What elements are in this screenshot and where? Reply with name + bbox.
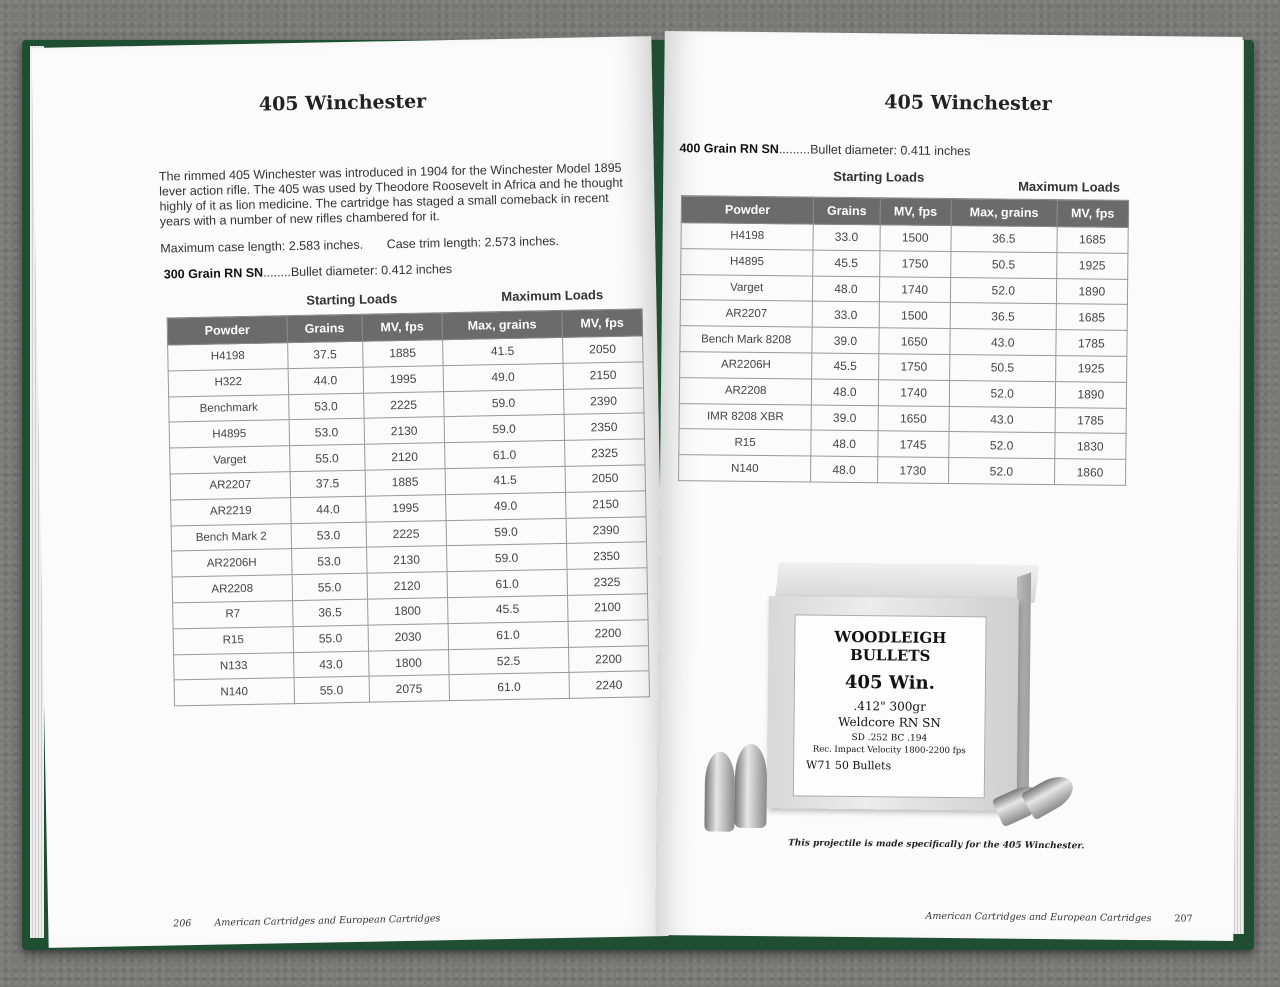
value-cell: 2150 <box>563 362 644 389</box>
photo-caption: This projectile is made specifically for the 405 Winchester. <box>788 838 1085 852</box>
value-cell: 1750 <box>878 354 950 381</box>
value-cell: 33.0 <box>813 224 879 250</box>
max-case-length: Maximum case length: 2.583 inches. <box>160 237 364 256</box>
value-cell: 48.0 <box>811 456 877 482</box>
value-cell: 2030 <box>368 623 449 650</box>
column-header: Powder <box>681 196 814 224</box>
column-header: MV, fps <box>880 198 952 226</box>
powder-cell: Varget <box>170 446 290 474</box>
page-number: 206 <box>173 918 192 930</box>
table-row <box>679 455 1126 485</box>
value-cell: 52.5 <box>449 647 569 675</box>
value-cell: 1800 <box>367 598 448 625</box>
value-cell: 2350 <box>564 413 645 440</box>
column-header: MV, fps <box>1057 200 1129 228</box>
column-header: MV, fps <box>362 313 443 342</box>
starting-loads-heading: Starting Loads <box>833 168 925 185</box>
case-trim-length: Case trim length: 2.573 inches. <box>386 233 560 252</box>
value-cell: 43.0 <box>293 651 368 678</box>
value-cell: 1685 <box>1057 227 1129 254</box>
value-cell: 1995 <box>363 365 444 392</box>
powder-cell: AR2208 <box>679 377 812 404</box>
value-cell: 2050 <box>565 465 646 492</box>
powder-cell: R7 <box>173 601 293 629</box>
value-cell: 53.0 <box>288 393 363 420</box>
powder-cell: AR2207 <box>680 300 813 327</box>
value-cell: 45.5 <box>448 595 568 623</box>
powder-cell: N140 <box>679 455 812 482</box>
value-cell: 2390 <box>563 387 644 414</box>
powder-cell: Bench Mark 8208 <box>680 326 813 353</box>
value-cell: 1745 <box>877 431 949 458</box>
value-cell: 1885 <box>365 469 446 496</box>
value-cell: 2075 <box>369 675 450 702</box>
bullet-image <box>734 744 767 828</box>
powder-cell: Varget <box>680 274 813 301</box>
value-cell: 1650 <box>878 328 950 355</box>
column-header: Grains <box>287 314 362 342</box>
value-cell: 2050 <box>562 336 643 363</box>
case-measurements <box>160 232 637 255</box>
left-page <box>31 36 668 948</box>
powder-cell: R15 <box>173 626 293 654</box>
value-cell: 1740 <box>878 380 950 407</box>
value-cell: 48.0 <box>813 276 879 302</box>
value-cell: 1830 <box>1054 433 1126 460</box>
table-body <box>168 336 650 706</box>
value-cell: 1925 <box>1056 252 1128 279</box>
column-header: Powder <box>167 316 287 345</box>
value-cell: 55.0 <box>293 625 368 652</box>
column-header: Grains <box>814 197 880 225</box>
value-cell: 36.5 <box>950 303 1056 330</box>
value-cell: 2200 <box>568 645 649 672</box>
value-cell: 1500 <box>879 225 951 252</box>
value-cell: 1785 <box>1056 330 1128 357</box>
value-cell: 55.0 <box>289 444 364 471</box>
value-cell: 2225 <box>363 391 444 418</box>
label-sd-bc: SD .252 BC .194 <box>851 732 928 744</box>
label-velocity: Rec. Impact Velocity 1800-2200 fps <box>812 744 966 757</box>
powder-cell: N133 <box>174 652 294 680</box>
value-cell: 39.0 <box>812 327 878 353</box>
value-cell: 44.0 <box>288 367 363 394</box>
value-cell: 52.0 <box>950 277 1056 304</box>
value-cell: 2240 <box>569 671 650 698</box>
bullet-diameter: ........Bullet diameter: 0.412 inches <box>262 262 453 280</box>
value-cell: 44.0 <box>290 496 365 523</box>
value-cell: 50.5 <box>950 251 1056 278</box>
powder-cell: H4895 <box>169 420 289 448</box>
value-cell: 1730 <box>877 457 949 484</box>
bullet-spec-line <box>164 258 656 281</box>
value-cell: 59.0 <box>447 544 567 572</box>
value-cell: 2130 <box>366 546 447 573</box>
value-cell: 53.0 <box>289 419 364 446</box>
powder-cell: AR2206H <box>680 352 813 379</box>
value-cell: 48.0 <box>812 379 878 405</box>
value-cell: 48.0 <box>811 430 877 456</box>
value-cell: 1685 <box>1056 304 1128 331</box>
label-caliber: 405 Win. <box>844 671 936 694</box>
bullet-spec-line <box>679 141 1241 161</box>
value-cell: 43.0 <box>950 329 1056 356</box>
bullet-box-photo <box>704 561 1067 835</box>
powder-cell: IMR 8208 XBR <box>679 403 812 430</box>
table-body <box>679 223 1129 486</box>
value-cell: 2100 <box>567 594 648 621</box>
value-cell: 59.0 <box>444 415 564 443</box>
value-cell: 45.5 <box>813 250 879 276</box>
value-cell: 49.0 <box>446 492 566 520</box>
value-cell: 1925 <box>1055 356 1127 383</box>
value-cell: 45.5 <box>812 353 878 379</box>
column-header: Max, grains <box>951 199 1057 227</box>
label-brand: WOODLEIGH BULLETS <box>834 627 947 665</box>
value-cell: 2120 <box>364 443 445 470</box>
powder-cell: H4895 <box>681 248 814 275</box>
value-cell: 1740 <box>879 276 951 303</box>
bullet-weight: 300 Grain RN SN <box>163 265 264 282</box>
value-cell: 52.0 <box>949 380 1055 407</box>
value-cell: 2120 <box>367 572 448 599</box>
value-cell: 1890 <box>1056 278 1128 305</box>
maximum-loads-heading: Maximum Loads <box>1018 178 1121 195</box>
powder-cell: Benchmark <box>169 394 289 422</box>
value-cell: 53.0 <box>291 522 366 549</box>
label-type: Weldcore RN SN <box>838 714 941 730</box>
value-cell: 2150 <box>565 491 646 518</box>
powder-cell: AR2219 <box>171 497 291 525</box>
value-cell: 52.0 <box>948 458 1054 485</box>
maximum-loads-heading: Maximum Loads <box>501 287 604 305</box>
load-table <box>678 195 1129 486</box>
powder-cell: H4198 <box>681 223 814 250</box>
powder-cell: H322 <box>168 368 288 396</box>
load-table <box>167 308 650 706</box>
powder-cell: AR2207 <box>170 472 290 500</box>
value-cell: 49.0 <box>443 363 563 391</box>
value-cell: 2350 <box>566 542 647 569</box>
value-cell: 2390 <box>566 516 647 543</box>
page-title: 405 Winchester <box>258 90 427 116</box>
value-cell: 37.5 <box>287 341 362 368</box>
book-title: American Cartridges and European Cartridges <box>214 913 441 929</box>
column-header: MV, fps <box>562 309 643 338</box>
bullet-image <box>704 751 735 831</box>
load-headings <box>663 167 1241 195</box>
powder-cell: R15 <box>679 429 812 456</box>
label-spec: .412" 300gr <box>853 699 926 714</box>
value-cell: 55.0 <box>292 573 367 600</box>
value-cell: 1995 <box>365 494 446 521</box>
value-cell: 1860 <box>1054 459 1126 486</box>
value-cell: 2130 <box>364 417 445 444</box>
powder-cell: H4198 <box>168 343 288 371</box>
label-count: W71 50 Bullets <box>806 758 892 773</box>
page-number: 207 <box>1174 913 1193 925</box>
value-cell: 36.5 <box>292 599 367 626</box>
value-cell: 39.0 <box>811 405 877 431</box>
value-cell: 1750 <box>879 251 951 278</box>
page-footer <box>48 913 440 932</box>
value-cell: 2325 <box>564 439 645 466</box>
intro-paragraph: The rimmed 405 Winchester was introduced in 1904 for the Winchester Model 1895 lever action rifle. The 405 was used by Theodore Roosevelt in Africa and he thought highly of it as lion medicine. The cartridge has staged a small comeback in recent years with a number of new rifles chambered for it. <box>158 160 623 229</box>
value-cell: 61.0 <box>447 570 567 598</box>
book-title: American Cartridges and European Cartridges <box>925 910 1152 925</box>
powder-cell: Bench Mark 2 <box>171 523 291 551</box>
value-cell: 61.0 <box>449 673 569 701</box>
value-cell: 43.0 <box>949 406 1055 433</box>
powder-cell: AR2208 <box>172 575 292 603</box>
bullet-weight: 400 Grain RN SN <box>679 141 779 157</box>
value-cell: 1650 <box>878 405 950 432</box>
value-cell: 55.0 <box>294 677 369 704</box>
powder-cell: AR2206H <box>172 549 292 577</box>
box-label <box>793 614 987 798</box>
starting-loads-heading: Starting Loads <box>306 291 398 308</box>
bullet-diameter: .........Bullet diameter: 0.411 inches <box>778 142 971 159</box>
value-cell: 50.5 <box>949 354 1055 381</box>
value-cell: 59.0 <box>446 518 566 546</box>
value-cell: 53.0 <box>291 548 366 575</box>
value-cell: 41.5 <box>443 337 563 365</box>
page-title: 405 Winchester <box>884 91 1052 116</box>
value-cell: 41.5 <box>445 466 565 494</box>
value-cell: 52.0 <box>949 432 1055 459</box>
right-page <box>655 31 1242 941</box>
value-cell: 37.5 <box>290 470 365 497</box>
page-footer <box>925 911 1192 925</box>
powder-cell: N140 <box>174 678 294 706</box>
value-cell: 36.5 <box>951 226 1057 253</box>
value-cell: 2225 <box>366 520 447 547</box>
value-cell: 2200 <box>568 620 649 647</box>
value-cell: 1885 <box>362 340 443 367</box>
column-header: Max, grains <box>442 310 562 339</box>
value-cell: 59.0 <box>444 389 564 417</box>
value-cell: 61.0 <box>445 441 565 469</box>
value-cell: 1785 <box>1055 407 1127 434</box>
value-cell: 2325 <box>567 568 648 595</box>
value-cell: 1890 <box>1055 381 1127 408</box>
value-cell: 61.0 <box>448 621 568 649</box>
value-cell: 1500 <box>879 302 951 329</box>
value-cell: 33.0 <box>812 301 878 327</box>
value-cell: 1800 <box>368 649 449 676</box>
